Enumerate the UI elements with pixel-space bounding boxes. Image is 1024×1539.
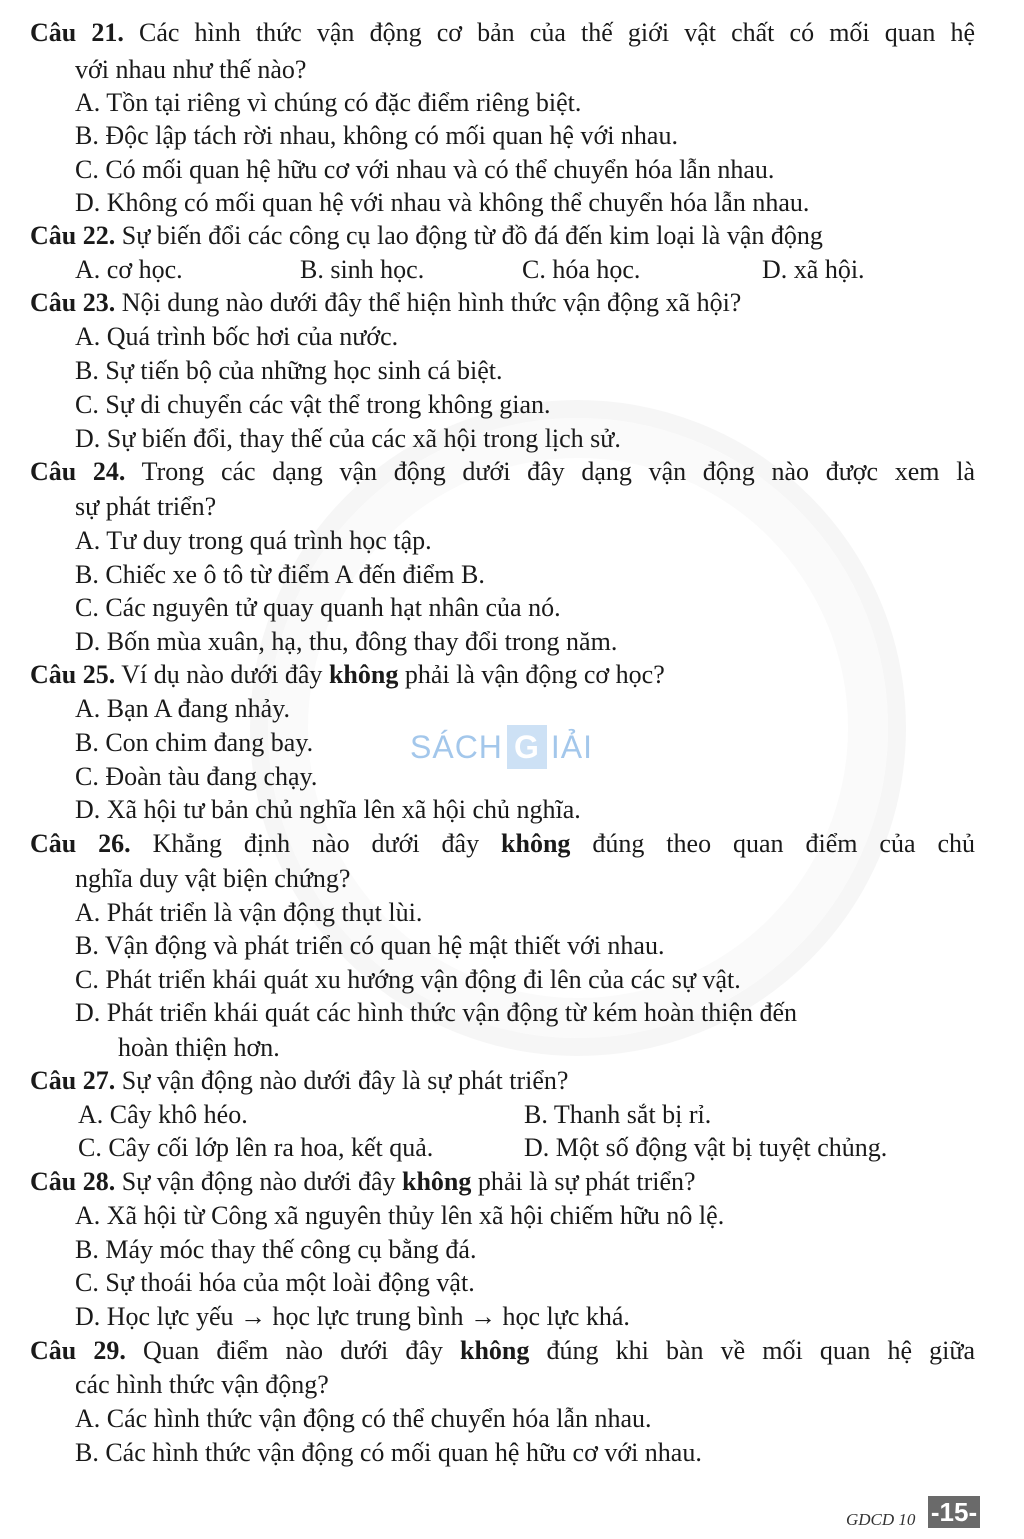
question-25: Câu 25. Ví dụ nào dưới đây không phải là vận động cơ học?: [30, 660, 665, 689]
q29-option-b: B. Các hình thức vận động có mối quan hệ hữu cơ với nhau.: [75, 1438, 702, 1467]
q27-option-d: D. Một số động vật bị tuyệt chủng.: [524, 1133, 888, 1162]
q24-option-d: D. Bốn mùa xuân, hạ, thu, đông thay đổi trong năm.: [75, 627, 618, 656]
watermark-logo: [410, 722, 593, 772]
q23-option-c: C. Sự di chuyển các vật thể trong không gian.: [75, 390, 551, 419]
q23-option-b: B. Sự tiến bộ của những học sinh cá biệt.: [75, 356, 503, 385]
page-number: -15-: [928, 1496, 980, 1528]
q25-option-b: B. Con chim đang bay.: [75, 728, 314, 757]
q28-option-a: A. Xã hội từ Công xã nguyên thủy lên xã hội chiếm hữu nô lệ.: [75, 1201, 725, 1230]
question-29-continuation: các hình thức vận động?: [75, 1370, 329, 1399]
question-26-continuation: nghĩa duy vật biện chứng?: [75, 864, 351, 893]
q23-option-d: D. Sự biến đổi, thay thế của các xã hội trong lịch sử.: [75, 424, 621, 453]
q28-option-d: D. Học lực yếu → học lực trung bình → học lực khá.: [75, 1302, 630, 1331]
q23-option-a: A. Quá trình bốc hơi của nước.: [75, 322, 399, 351]
q21-option-a: A. Tồn tại riêng vì chúng có đặc điểm riêng biệt.: [75, 88, 582, 117]
question-21: Câu 21. Các hình thức vận động cơ bản của thế giới vật chất có mối quan hệ: [30, 18, 975, 47]
watermark-left: SÁCH: [410, 728, 503, 765]
q27-option-b: B. Thanh sắt bị rỉ.: [524, 1100, 712, 1129]
q22-option-a: A. cơ học.: [75, 255, 183, 284]
watermark-right: IẢI: [550, 728, 594, 765]
q27-option-a: A. Cây khô héo.: [78, 1100, 248, 1129]
q21-option-c: C. Có mối quan hệ hữu cơ với nhau và có thể chuyển hóa lẫn nhau.: [75, 155, 775, 184]
q21-option-d: D. Không có mối quan hệ với nhau và không thể chuyển hóa lẫn nhau.: [75, 188, 810, 217]
q26-option-d-continuation: hoàn thiện hơn.: [118, 1033, 280, 1062]
q26-option-d: D. Phát triển khái quát các hình thức vận động từ kém hoàn thiện đến: [75, 998, 798, 1027]
q25-option-d: D. Xã hội tư bản chủ nghĩa lên xã hội chủ nghĩa.: [75, 795, 581, 824]
question-24: Câu 24. Trong các dạng vận động dưới đây dạng vận động nào được xem là: [30, 457, 975, 486]
q24-option-c: C. Các nguyên tử quay quanh hạt nhân của nó.: [75, 593, 561, 622]
q25-option-c: C. Đoàn tàu đang chạy.: [75, 762, 318, 791]
q28-option-b: B. Máy móc thay thế công cụ bằng đá.: [75, 1235, 477, 1264]
footer-subject: GDCD 10: [846, 1510, 916, 1529]
question-26: Câu 26. Khẳng định nào dưới đây không đúng theo quan điểm của chủ: [30, 829, 975, 858]
q24-option-a: A. Tư duy trong quá trình học tập.: [75, 526, 432, 555]
question-27: Câu 27. Sự vận động nào dưới đây là sự phát triển?: [30, 1066, 569, 1095]
q26-option-c: C. Phát triển khái quát xu hướng vận động đi lên của các sự vật.: [75, 965, 741, 994]
q22-option-b: B. sinh học.: [300, 255, 425, 284]
q21-option-b: B. Độc lập tách rời nhau, không có mối quan hệ với nhau.: [75, 121, 678, 150]
question-29: Câu 29. Quan điểm nào dưới đây không đúng khi bàn về mối quan hệ giữa: [30, 1336, 975, 1365]
q27-option-c: C. Cây cối lớp lên ra hoa, kết quả.: [78, 1133, 434, 1162]
q29-option-a: A. Các hình thức vận động có thể chuyển hóa lẫn nhau.: [75, 1404, 652, 1433]
q26-option-a: A. Phát triển là vận động thụt lùi.: [75, 898, 423, 927]
question-28: Câu 28. Sự vận động nào dưới đây không phải là sự phát triển?: [30, 1167, 696, 1196]
q25-option-a: A. Bạn A đang nhảy.: [75, 694, 290, 723]
question-21-continuation: với nhau như thế nào?: [75, 55, 307, 84]
question-22: Câu 22. Sự biến đổi các công cụ lao động từ đồ đá đến kim loại là vận động: [30, 221, 823, 250]
question-24-continuation: sự phát triển?: [75, 492, 217, 521]
q24-option-b: B. Chiếc xe ô tô từ điểm A đến điểm B.: [75, 560, 485, 589]
q28-option-c: C. Sự thoái hóa của một loài động vật.: [75, 1268, 475, 1297]
q26-option-b: B. Vận động và phát triển có quan hệ mật thiết với nhau.: [75, 931, 665, 960]
q22-option-d: D. xã hội.: [762, 255, 865, 284]
q22-option-c: C. hóa học.: [522, 255, 641, 284]
question-23: Câu 23. Nội dung nào dưới đây thể hiện hình thức vận động xã hội?: [30, 288, 742, 317]
watermark-box: G: [507, 725, 547, 769]
